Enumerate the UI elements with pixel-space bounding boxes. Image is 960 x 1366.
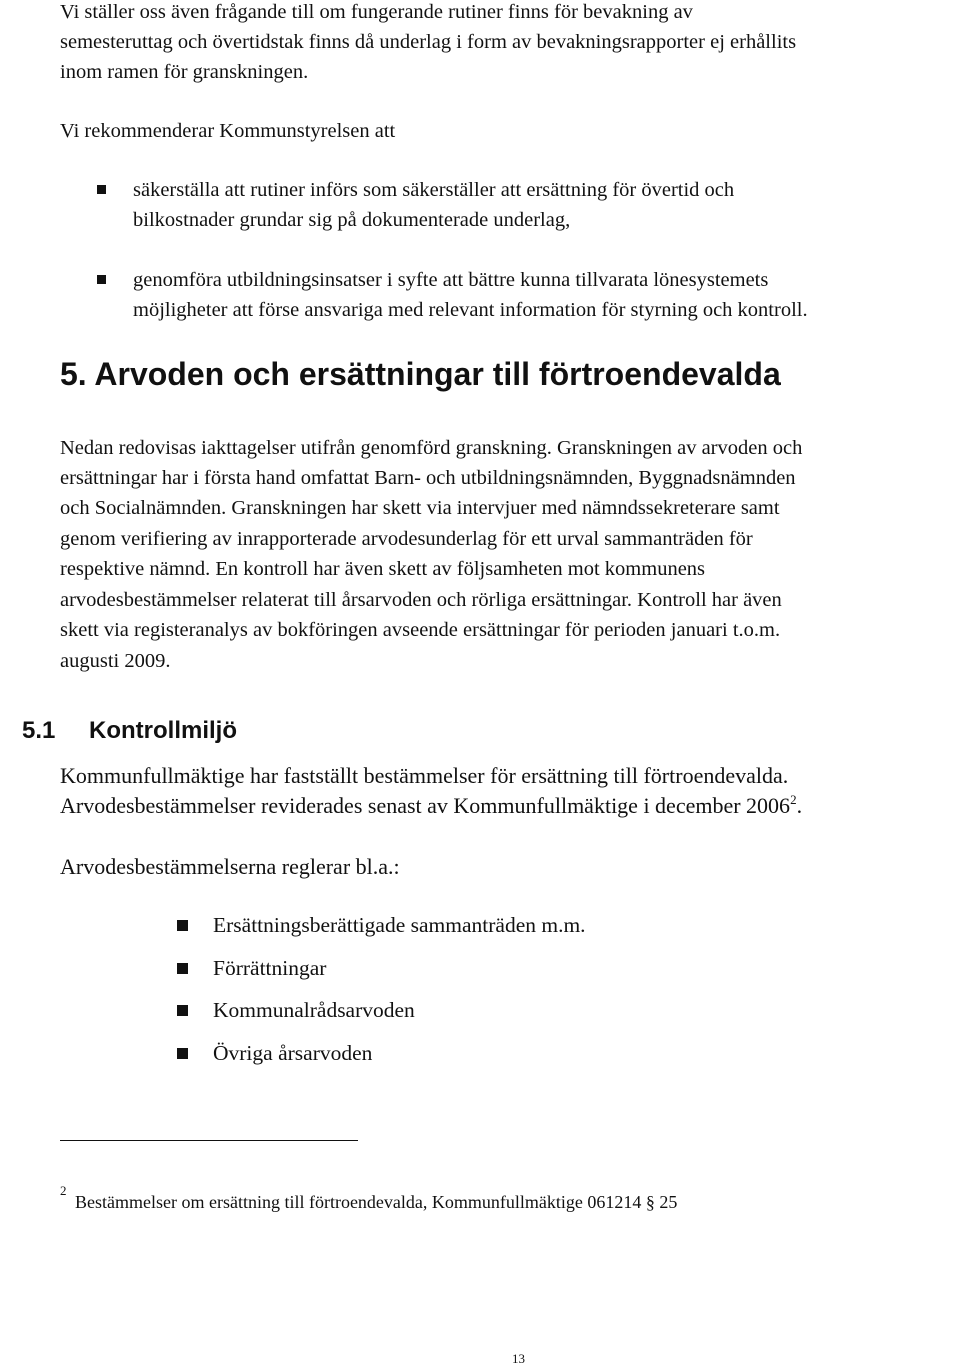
recommend-lead: Vi rekommenderar Kommunstyrelsen att — [60, 120, 396, 142]
square-bullet-icon — [177, 920, 188, 931]
footnote-number: 2 — [60, 1183, 67, 1198]
intro-line-1: Vi ställer oss även frågande till om fungerande rutiner finns för bevakning av — [60, 1, 693, 23]
section-5-1-bullet-2: Förrättningar — [213, 956, 327, 980]
square-bullet-icon — [177, 1048, 188, 1059]
section-5-1-line-2-text: Arvodesbestämmelser reviderades senast av Kommunfullmäktige i december 2006 — [60, 793, 791, 818]
section-5-1-bullet-4: Övriga årsarvoden — [213, 1041, 373, 1065]
footnote-text: Bestämmelser om ersättning till förtroendevalda, Kommunfullmäktige 061214 § 25 — [75, 1192, 678, 1212]
square-bullet-icon — [177, 963, 188, 974]
intro-line-3: inom ramen för granskningen. — [60, 61, 309, 83]
section-5-line-5: respektive nämnd. En kontroll har även skett av följsamheten mot kommunens — [60, 558, 706, 580]
footnote-separator — [60, 1140, 358, 1141]
section-5-1-lead: Arvodesbestämmelserna reglerar bl.a.: — [60, 854, 400, 879]
section-5-line-8: augusti 2009. — [60, 650, 171, 672]
section-5-1-line-2-end: . — [796, 793, 803, 818]
section-5-line-2: ersättningar har i första hand omfattat Barn- och utbildningsnämnden, Byggnadsnämnden — [60, 467, 796, 489]
square-bullet-icon — [97, 275, 106, 284]
section-5-line-4: genom verifiering av inrapporterade arvodesunderlag för ett urval sammanträden för — [60, 528, 753, 550]
section-5-line-3: och Socialnämnden. Granskningen har skett via intervjuer med nämndssekreterare samt — [60, 497, 780, 519]
page-number: 13 — [512, 1351, 525, 1366]
intro-line-2: semesteruttag och övertidstak finns då underlag i form av bevakningsrapporter ej erhållits — [60, 31, 797, 53]
section-5-line-7: skett via registeranalys av bokföringen avseende ersättningar för perioden januari t.o.m. — [60, 619, 781, 641]
square-bullet-icon — [177, 1005, 188, 1016]
section-5-line-1: Nedan redovisas iakttagelser utifrån genomförd granskning. Granskningen av arvoden och — [60, 437, 803, 459]
section-5-1-title: Kontrollmiljö — [89, 717, 237, 744]
footnote-ref-2: 2 — [790, 792, 797, 807]
section-5-1-line-2 — [60, 792, 803, 818]
section-5-1-bullet-1: Ersättningsberättigade sammanträden m.m. — [213, 913, 586, 937]
recommend-bullet-2-line-2: möjligheter att förse ansvariga med relevant information för styrning och kontroll. — [133, 299, 808, 321]
section-5-1-line-1: Kommunfullmäktige har fastställt bestämmelser för ersättning till förtroendevalda. — [60, 763, 789, 788]
recommend-bullet-1-line-1: säkerställa att rutiner införs som säkerställer att ersättning för övertid och — [133, 179, 735, 201]
section-5-line-6: arvodesbestämmelser relaterat till årsarvoden och rörliga ersättningar. Kontroll har även — [60, 589, 782, 611]
recommend-bullet-2-line-1: genomföra utbildningsinsatser i syfte att bättre kunna tillvarata lönesystemets — [133, 269, 769, 291]
section-5-1-number: 5.1 — [22, 717, 56, 744]
section-5-1-bullet-3: Kommunalrådsarvoden — [213, 998, 415, 1022]
section-5-heading: 5. Arvoden och ersättningar till förtroendevalda — [60, 356, 781, 392]
recommend-bullet-1-line-2: bilkostnader grundar sig på dokumenterade underlag, — [133, 209, 571, 231]
square-bullet-icon — [97, 185, 106, 194]
